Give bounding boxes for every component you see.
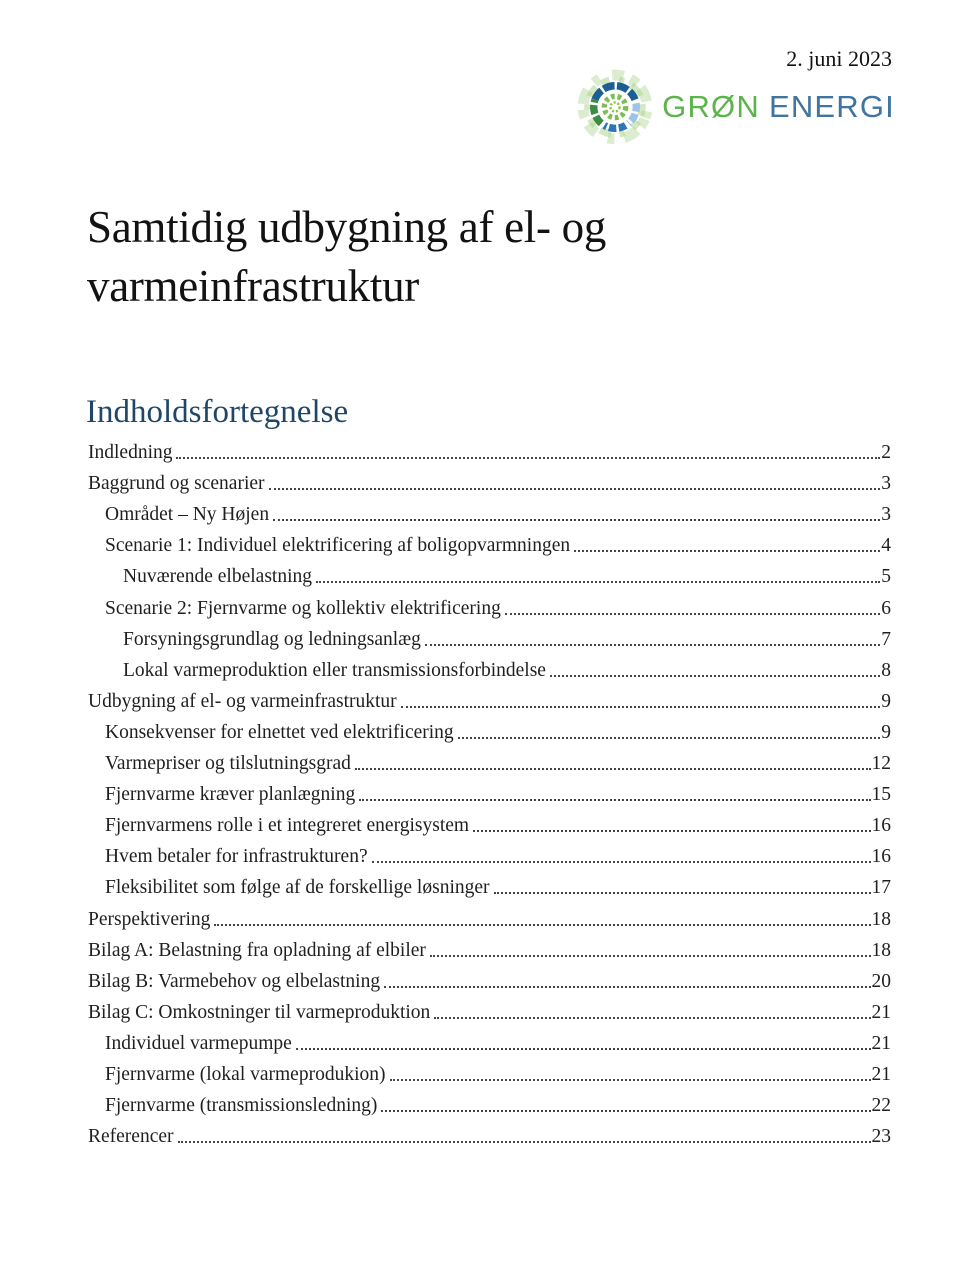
toc-entry[interactable]: [88, 560, 891, 591]
toc-entry-page: 21: [871, 1032, 891, 1054]
toc-dot-leader: [296, 1048, 871, 1050]
toc-dot-leader: [505, 613, 880, 615]
toc-entry-label: Lokal varmeproduktion eller transmissionsforbindelse: [123, 659, 546, 681]
toc-dot-leader: [458, 737, 881, 739]
toc-entry-page: 3: [881, 473, 891, 495]
toc-entry[interactable]: [88, 1058, 891, 1089]
toc-entry-label: Bilag B: Varmebehov og elbelastning: [88, 970, 381, 992]
toc-entry-label: Konsekvenser for elnettet ved elektrificering: [105, 721, 454, 743]
toc-entry-page: 12: [871, 753, 891, 775]
toc-entry[interactable]: [88, 591, 891, 622]
toc-entry[interactable]: [88, 1089, 891, 1120]
toc-entry-page: 16: [871, 815, 891, 837]
toc-dot-leader: [372, 861, 871, 863]
toc-entry-label: Scenarie 1: Individuel elektrificering af boligopvarmningen: [105, 535, 571, 557]
toc-entry[interactable]: [88, 902, 891, 933]
toc-entry-label: Forsyningsgrundlag og ledningsanlæg: [123, 628, 421, 650]
toc-entry[interactable]: [88, 840, 891, 871]
toc-entry-page: 16: [871, 846, 891, 868]
toc-entry-page: 6: [881, 597, 891, 619]
toc-entry-label: Fjernvarmens rolle i et integreret energisystem: [105, 815, 470, 837]
toc-dot-leader: [430, 955, 871, 957]
toc-dot-leader: [401, 706, 881, 708]
toc-dot-leader: [178, 1141, 871, 1143]
toc-entry-label: Bilag C: Omkostninger til varmeproduktion: [88, 1001, 431, 1023]
toc-entry-label: Scenarie 2: Fjernvarme og kollektiv elektrificering: [105, 597, 501, 619]
toc-entry-label: Fleksibilitet som følge af de forskellige løsninger: [105, 877, 490, 899]
document-title-line1: Samtidig udbygning af el- og: [87, 202, 607, 252]
toc-entry[interactable]: [88, 778, 891, 809]
toc-entry-page: 23: [871, 1126, 891, 1148]
toc-entry[interactable]: [88, 623, 891, 654]
toc-dot-leader: [384, 986, 870, 988]
toc-heading: Indholdsfortegnelse: [86, 394, 349, 430]
toc-dot-leader: [390, 1079, 871, 1081]
toc-entry[interactable]: [88, 934, 891, 965]
toc-entry-page: 9: [881, 721, 891, 743]
toc-entry-label: Baggrund og scenarier: [88, 473, 265, 495]
toc-dot-leader: [214, 924, 870, 926]
toc-entry-page: 8: [881, 659, 891, 681]
toc-dot-leader: [316, 581, 880, 583]
company-logo: [574, 66, 895, 148]
gron-energi-logo-text: [662, 89, 895, 125]
toc-entry[interactable]: [88, 965, 891, 996]
document-title: [87, 198, 727, 315]
toc-entry-label: Fjernvarme (transmissionsledning): [105, 1095, 378, 1117]
toc-dot-leader: [269, 488, 881, 490]
toc-entry-page: 3: [881, 504, 891, 526]
toc-entry[interactable]: [88, 436, 891, 467]
toc-entry-label: Individuel varmepumpe: [105, 1032, 292, 1054]
toc-entry-label: Bilag A: Belastning fra opladning af elbiler: [88, 939, 426, 961]
toc-entry-label: Indledning: [88, 442, 173, 464]
logo-word-gron: GRØN: [662, 89, 760, 124]
toc-dot-leader: [574, 550, 880, 552]
toc-dot-leader: [273, 519, 880, 521]
toc-dot-leader: [434, 1017, 870, 1019]
toc-entry[interactable]: [88, 809, 891, 840]
toc-entry-page: 18: [871, 939, 891, 961]
toc-entry-page: 22: [871, 1095, 891, 1117]
toc-dot-leader: [381, 1110, 870, 1112]
toc-entry-label: Udbygning af el- og varmeinfrastruktur: [88, 690, 397, 712]
toc-dot-leader: [355, 768, 871, 770]
toc-entry-label: Fjernvarme kræver planlægning: [105, 784, 356, 806]
document-title-line2: varmeinfrastruktur: [87, 260, 419, 311]
toc-entry-page: 15: [871, 784, 891, 806]
gron-energi-logo-icon: [574, 66, 656, 148]
toc-entry-page: 21: [871, 1001, 891, 1023]
toc-entry[interactable]: [88, 529, 891, 560]
document-date: 2. juni 2023: [786, 46, 892, 71]
toc-entry-label: Fjernvarme (lokal varmeprodukion): [105, 1063, 386, 1085]
toc-entry[interactable]: [88, 654, 891, 685]
toc-dot-leader: [494, 892, 871, 894]
table-of-contents: [88, 436, 891, 1151]
toc-entry[interactable]: [88, 1120, 891, 1151]
toc-entry-page: 21: [871, 1063, 891, 1085]
toc-entry[interactable]: [88, 467, 891, 498]
toc-entry-page: 4: [881, 535, 891, 557]
toc-entry-label: Varmepriser og tilslutningsgrad: [105, 753, 351, 775]
toc-entry-page: 7: [881, 628, 891, 650]
logo-word-energi: ENERGI: [768, 89, 895, 124]
toc-entry[interactable]: [88, 996, 891, 1027]
toc-entry-label: Nuværende elbelastning: [123, 566, 312, 588]
toc-entry-label: Referencer: [88, 1126, 174, 1148]
toc-entry-page: 5: [881, 566, 891, 588]
toc-entry-page: 20: [871, 970, 891, 992]
toc-dot-leader: [473, 830, 870, 832]
toc-entry-label: Perspektivering: [88, 908, 211, 930]
toc-entry[interactable]: [88, 498, 891, 529]
toc-dot-leader: [425, 644, 880, 646]
toc-entry-page: 17: [871, 877, 891, 899]
toc-entry[interactable]: [88, 685, 891, 716]
toc-entry[interactable]: [88, 871, 891, 902]
toc-dot-leader: [176, 457, 880, 459]
toc-entry-page: 9: [881, 690, 891, 712]
toc-entry-label: Området – Ny Højen: [105, 504, 270, 526]
toc-entry-label: Hvem betaler for infrastrukturen?: [105, 846, 368, 868]
toc-entry[interactable]: [88, 716, 891, 747]
toc-entry[interactable]: [88, 747, 891, 778]
toc-entry-page: 2: [881, 442, 891, 464]
toc-entry[interactable]: [88, 1027, 891, 1058]
toc-dot-leader: [359, 799, 870, 801]
toc-entry-page: 18: [871, 908, 891, 930]
toc-dot-leader: [550, 675, 880, 677]
